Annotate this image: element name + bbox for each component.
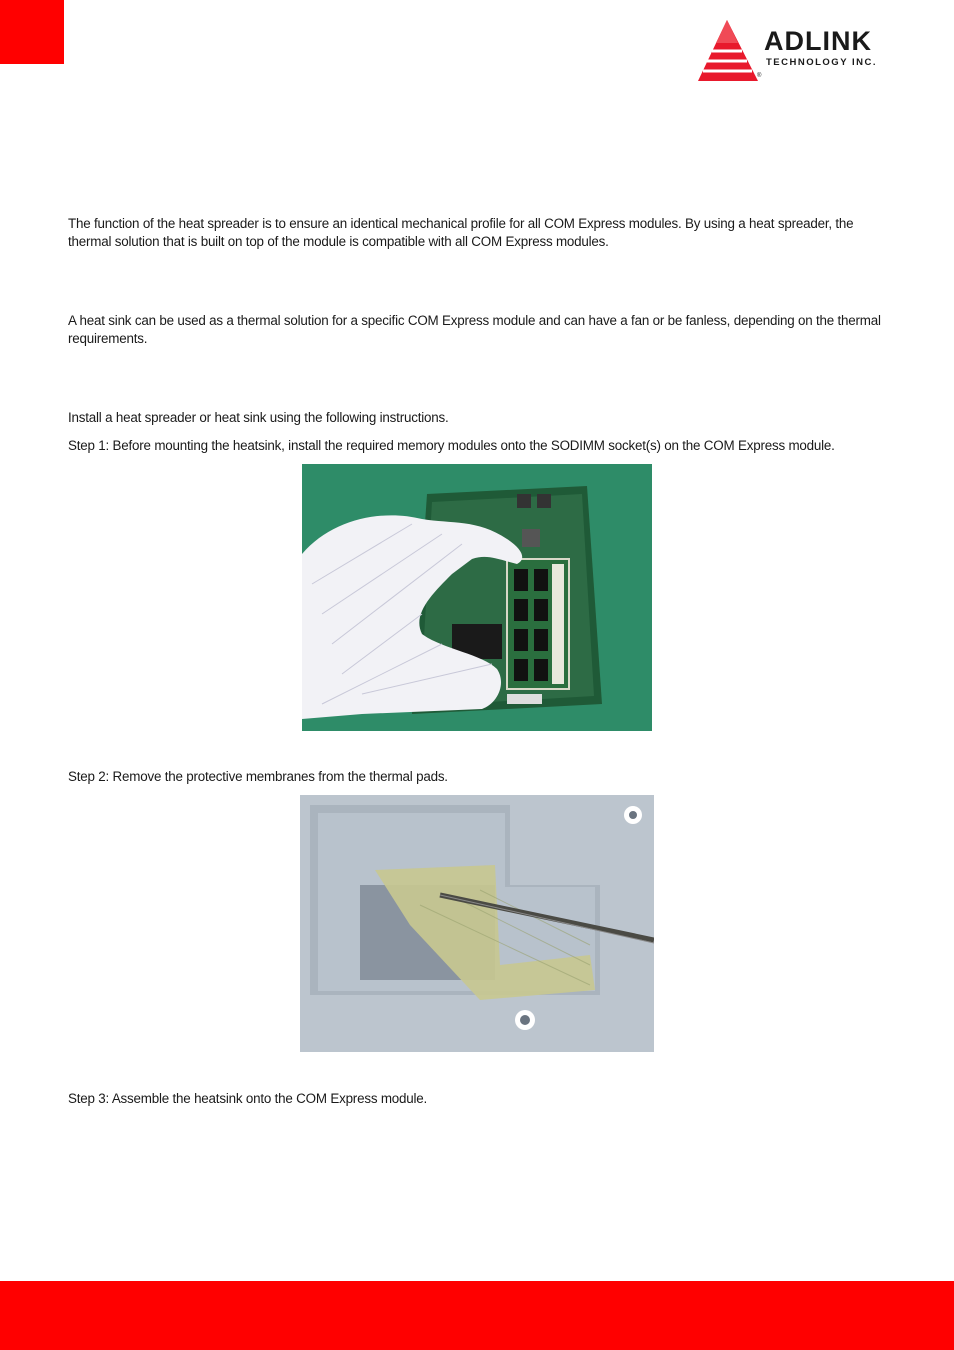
install-intro: Install a heat spreader or heat sink using the following instructions. — [68, 410, 449, 425]
heat-spreader-paragraph: The function of the heat spreader is to ensure an identical mechanical profile for all COM Express modules. By using a heat spreader, the thermal solution that is built on top of the module is compatible with all COM Express modules. — [68, 216, 854, 249]
adlink-triangle-icon — [694, 18, 760, 84]
footer-bar — [0, 1281, 954, 1350]
thermal-pad-photo — [300, 795, 654, 1052]
registered-mark: ® — [757, 73, 762, 79]
corner-tab — [0, 0, 64, 64]
brand-subtitle: TECHNOLOGY INC. — [766, 57, 877, 68]
brand-name: ADLINK — [764, 26, 872, 56]
heat-sink-paragraph: A heat sink can be used as a thermal solution for a specific COM Express module and can have a fan or be fanless, depending on the thermal requirements. — [68, 313, 881, 346]
adlink-logo — [694, 18, 906, 84]
step-1-text: Step 1: Before mounting the heatsink, install the required memory modules onto the SODIMM socket(s) on the COM Express module. — [68, 438, 835, 453]
step-3-text: Step 3: Assemble the heatsink onto the COM Express module. — [68, 1091, 428, 1106]
memory-install-photo — [302, 464, 652, 731]
step-2-text: Step 2: Remove the protective membranes from the thermal pads. — [68, 769, 448, 784]
